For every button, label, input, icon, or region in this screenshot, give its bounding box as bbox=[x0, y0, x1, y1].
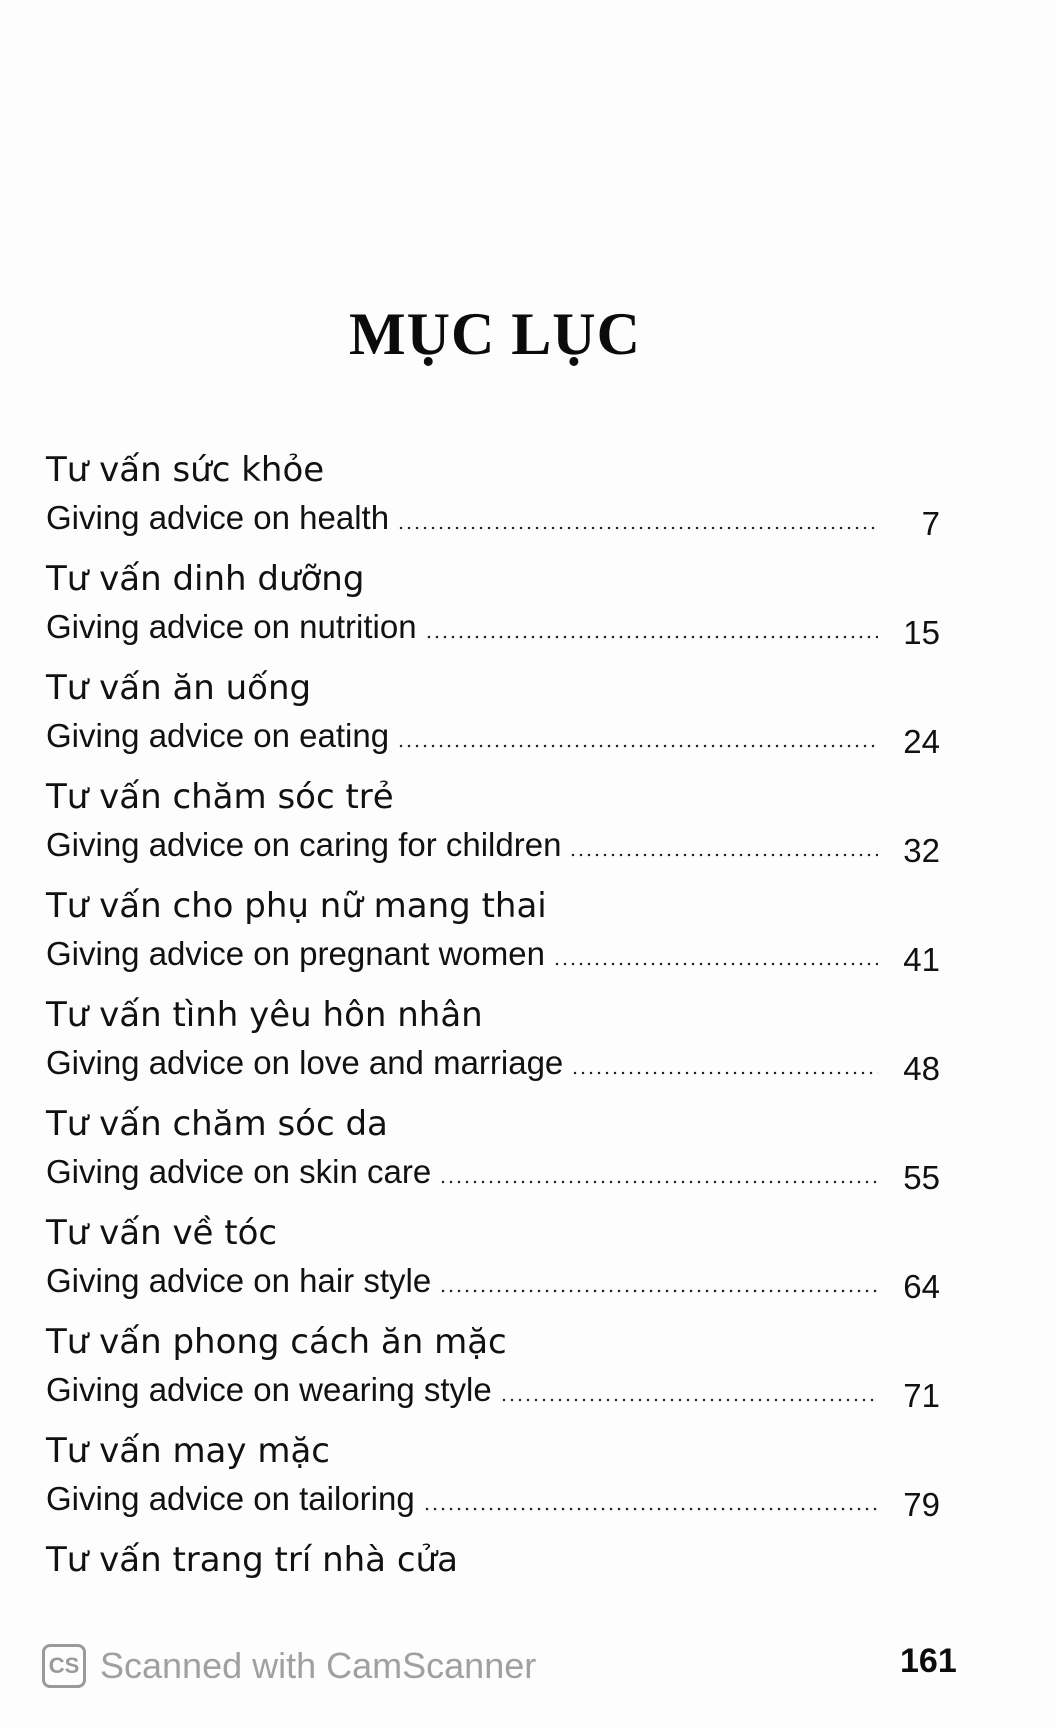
toc-entry-vietnamese-title: Tư vấn phong cách ăn mặc bbox=[46, 1322, 507, 1362]
toc-entry-vietnamese-title: Tư vấn trang trí nhà cửa bbox=[46, 1540, 458, 1580]
page-title: MỤC LỤC bbox=[349, 301, 641, 367]
toc-entry-english-title: Giving advice on eating bbox=[46, 717, 390, 754]
page-number: 161 bbox=[900, 1642, 957, 1680]
toc-entry bbox=[46, 775, 940, 884]
toc-entry-english-title: Giving advice on skin care bbox=[46, 1153, 432, 1190]
dot-leader bbox=[553, 962, 878, 966]
toc-entry-row bbox=[46, 1152, 940, 1196]
dot-leader bbox=[397, 744, 878, 748]
dot-leader bbox=[569, 853, 878, 857]
toc-entry-page-number: 24 bbox=[903, 723, 940, 760]
toc-entry-english-title: Giving advice on love and marriage bbox=[46, 1044, 564, 1081]
toc-entry-row bbox=[46, 825, 940, 869]
toc-entry-partial bbox=[46, 1538, 940, 1647]
toc-entry bbox=[46, 993, 940, 1102]
toc-entry bbox=[46, 1211, 940, 1320]
toc-entry-vietnamese-title: Tư vấn về tóc bbox=[46, 1213, 278, 1253]
toc-entry-page-number: 7 bbox=[921, 505, 940, 542]
toc-entry-row bbox=[46, 607, 940, 651]
toc-entry bbox=[46, 1102, 940, 1211]
toc-entry-page-number: 41 bbox=[903, 941, 940, 978]
dot-leader bbox=[397, 526, 878, 530]
toc-entry bbox=[46, 1320, 940, 1429]
toc-entry-page-number: 79 bbox=[903, 1486, 940, 1523]
toc-entry-vietnamese-title: Tư vấn tình yêu hôn nhân bbox=[46, 995, 483, 1035]
camscanner-watermark bbox=[42, 1640, 536, 1692]
toc-entry-english-title: Giving advice on hair style bbox=[46, 1262, 432, 1299]
toc-entry-vietnamese-title: Tư vấn sức khỏe bbox=[46, 450, 325, 490]
toc-entry-vietnamese-title: Tư vấn dinh dưỡng bbox=[46, 559, 365, 599]
toc-entry-vietnamese-title: Tư vấn chăm sóc da bbox=[46, 1104, 388, 1144]
toc-entry-page-number: 32 bbox=[903, 832, 940, 869]
dot-leader bbox=[500, 1398, 878, 1402]
dot-leader bbox=[423, 1507, 878, 1511]
toc-entry-vietnamese-title: Tư vấn may mặc bbox=[46, 1431, 330, 1471]
toc-entry-row bbox=[46, 934, 940, 978]
toc-entry-page-number: 15 bbox=[903, 614, 940, 651]
toc-entry bbox=[46, 448, 940, 557]
toc-entry-english-title: Giving advice on pregnant women bbox=[46, 935, 545, 972]
toc-entry-row bbox=[46, 1043, 940, 1087]
toc-entry-page-number: 48 bbox=[903, 1050, 940, 1087]
toc-entry-english-title: Giving advice on nutrition bbox=[46, 608, 417, 645]
toc-entry-page-number: 55 bbox=[903, 1159, 940, 1196]
dot-leader bbox=[571, 1071, 878, 1075]
toc-entry-row bbox=[46, 1370, 940, 1414]
toc-entry-english-title: Giving advice on tailoring bbox=[46, 1480, 415, 1517]
toc-entry-english-title: Giving advice on caring for children bbox=[46, 826, 562, 863]
toc-entry-row bbox=[46, 716, 940, 760]
camscanner-logo-icon: CS bbox=[42, 1644, 86, 1688]
toc-entry bbox=[46, 1429, 940, 1538]
toc-entry-row bbox=[46, 1261, 940, 1305]
toc-entry bbox=[46, 666, 940, 775]
toc-entry-english-title: Giving advice on health bbox=[46, 499, 390, 536]
toc-entry-row bbox=[46, 1479, 940, 1523]
toc-entry-page-number: 71 bbox=[903, 1377, 940, 1414]
toc-entry-page-number: 64 bbox=[903, 1268, 940, 1305]
dot-leader bbox=[425, 635, 878, 639]
toc-entry-vietnamese-title: Tư vấn chăm sóc trẻ bbox=[46, 777, 394, 817]
table-of-contents bbox=[46, 448, 940, 1647]
dot-leader bbox=[439, 1289, 878, 1293]
toc-entry-row bbox=[46, 498, 940, 542]
dot-leader bbox=[439, 1180, 878, 1184]
watermark-text: Scanned with CamScanner bbox=[100, 1645, 537, 1686]
toc-entry bbox=[46, 557, 940, 666]
toc-entry-english-title: Giving advice on wearing style bbox=[46, 1371, 492, 1408]
toc-entry-vietnamese-title: Tư vấn cho phụ nữ mang thai bbox=[46, 886, 547, 926]
toc-entry bbox=[46, 884, 940, 993]
toc-entry-vietnamese-title: Tư vấn ăn uống bbox=[46, 668, 312, 708]
